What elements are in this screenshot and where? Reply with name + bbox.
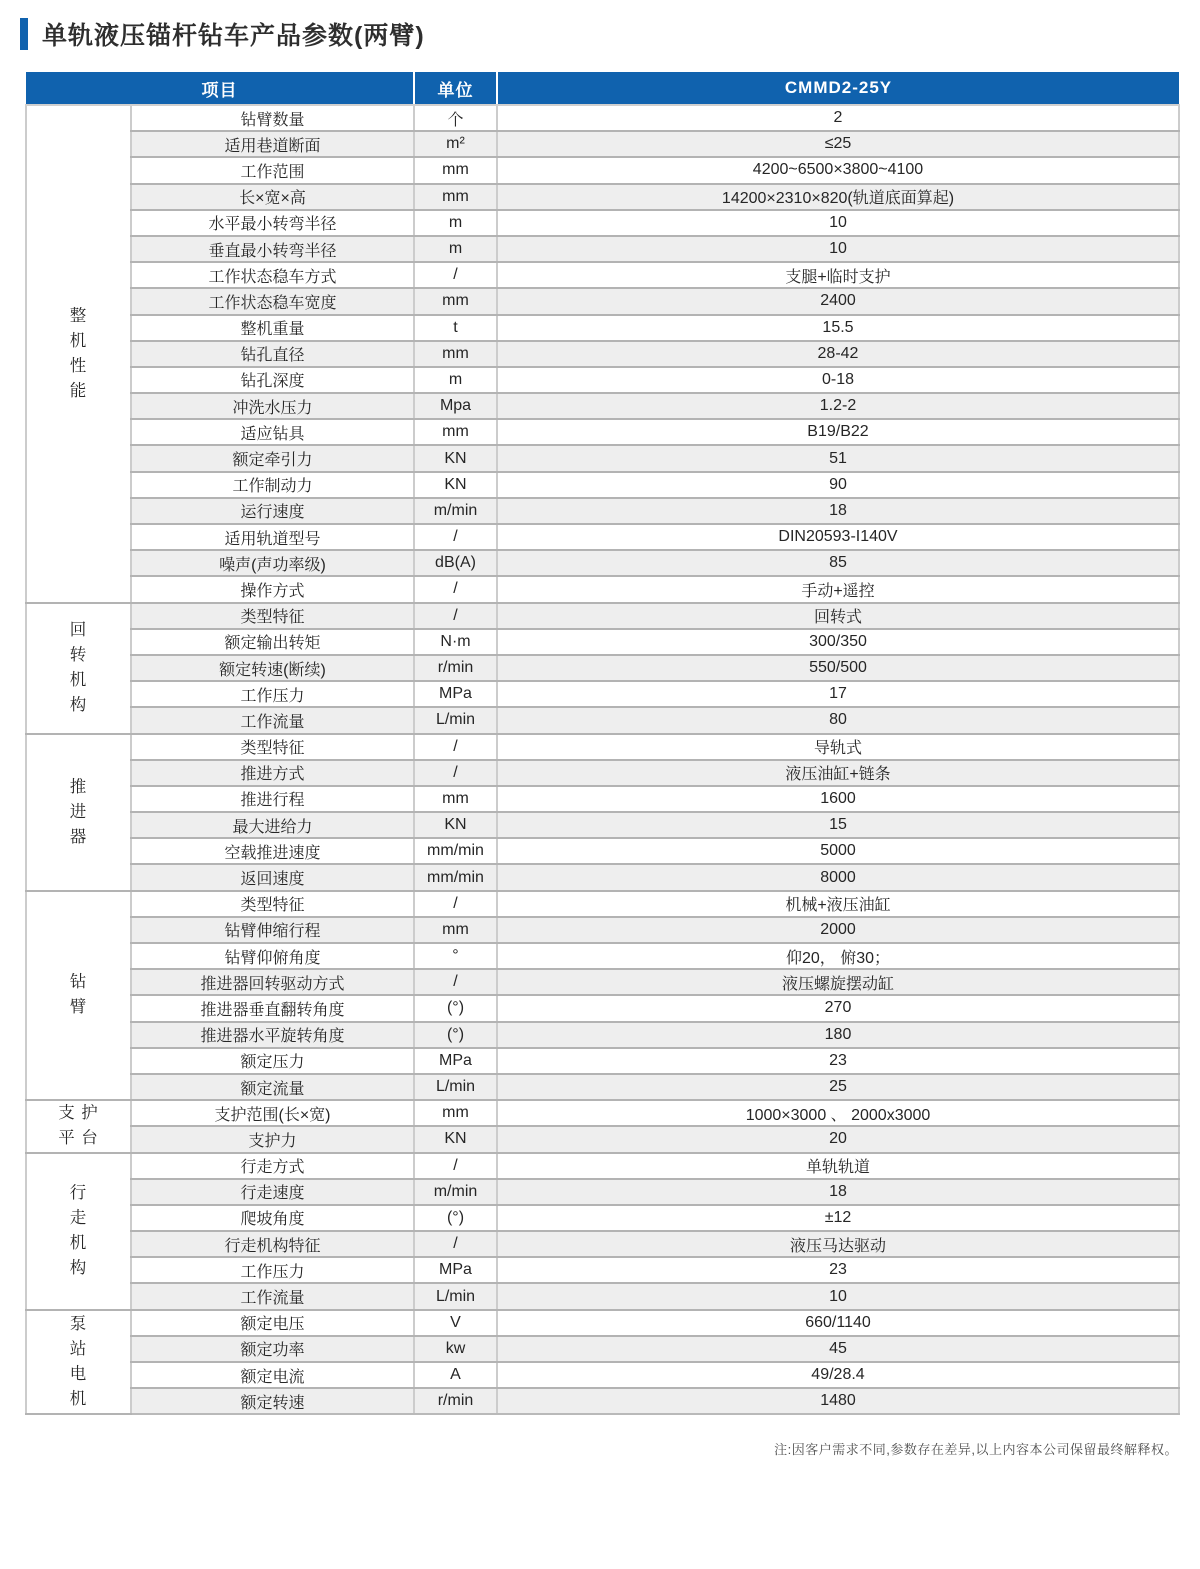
group-cell-4: 钻 臂 [26,891,131,1101]
unit-cell: / [414,603,497,629]
table-row [26,1205,1179,1231]
value-cell: 5000 [497,838,1179,864]
group-cell-5: 支 护 平 台 [26,1100,131,1152]
unit-cell: mm [414,917,497,943]
table-row [26,707,1179,733]
item-cell: 推进器回转驱动方式 [131,969,414,995]
item-cell: 额定电压 [131,1310,414,1336]
value-cell: 660/1140 [497,1310,1179,1336]
item-cell: 行走机构特征 [131,1231,414,1257]
unit-cell: L/min [414,707,497,733]
value-cell: 2 [497,105,1179,131]
item-cell: 爬坡角度 [131,1205,414,1231]
item-cell: 适应钻具 [131,419,414,445]
table-row [26,760,1179,786]
value-cell: 20 [497,1126,1179,1152]
value-cell: 1000×3000 、 2000x3000 [497,1100,1179,1126]
item-cell: 类型特征 [131,891,414,917]
value-cell: ±12 [497,1205,1179,1231]
item-cell: 推进器垂直翻转角度 [131,995,414,1021]
unit-cell: (°) [414,1022,497,1048]
value-cell: 单轨轨道 [497,1153,1179,1179]
value-cell: 1.2-2 [497,393,1179,419]
value-cell: 10 [497,1283,1179,1309]
item-cell: 返回速度 [131,864,414,890]
table-row [26,184,1179,210]
value-cell: 180 [497,1022,1179,1048]
item-cell: 额定转速(断续) [131,655,414,681]
table-row [26,655,1179,681]
table-row [26,1257,1179,1283]
unit-cell: / [414,1231,497,1257]
table-row [26,1179,1179,1205]
table-row [26,236,1179,262]
value-cell: 51 [497,445,1179,471]
unit-cell: KN [414,812,497,838]
item-cell: 钻孔深度 [131,367,414,393]
value-cell: 270 [497,995,1179,1021]
item-cell: 额定转速 [131,1388,414,1414]
unit-cell: KN [414,472,497,498]
table-body [26,105,1179,1414]
unit-cell: mm [414,341,497,367]
value-cell: 8000 [497,864,1179,890]
group-cell-3: 推 进 器 [26,734,131,891]
table-row [26,367,1179,393]
item-cell: 行走方式 [131,1153,414,1179]
item-cell: 额定压力 [131,1048,414,1074]
item-cell: 钻臂伸缩行程 [131,917,414,943]
title-accent-bar [20,18,28,50]
unit-cell: dB(A) [414,550,497,576]
item-cell: 工作压力 [131,1257,414,1283]
unit-cell: m/min [414,498,497,524]
table-row [26,288,1179,314]
header-unit: 单位 [414,72,497,105]
item-cell: 水平最小转弯半径 [131,210,414,236]
unit-cell: N·m [414,629,497,655]
unit-cell: mm [414,786,497,812]
value-cell: 液压油缸+链条 [497,760,1179,786]
value-cell: 1600 [497,786,1179,812]
unit-cell: KN [414,1126,497,1152]
table-row [26,576,1179,602]
value-cell: 2000 [497,917,1179,943]
table-row [26,1022,1179,1048]
table-row [26,1048,1179,1074]
table-row [26,1336,1179,1362]
item-cell: 最大进给力 [131,812,414,838]
table-row [26,943,1179,969]
item-cell: 垂直最小转弯半径 [131,236,414,262]
item-cell: 工作压力 [131,681,414,707]
table-row [26,838,1179,864]
unit-cell: r/min [414,655,497,681]
value-cell: 25 [497,1074,1179,1100]
value-cell: 28-42 [497,341,1179,367]
unit-cell: L/min [414,1283,497,1309]
unit-cell: MPa [414,1048,497,1074]
item-cell: 工作状态稳车方式 [131,262,414,288]
unit-cell: / [414,1153,497,1179]
item-cell: 空载推进速度 [131,838,414,864]
value-cell: 18 [497,498,1179,524]
table-row [26,629,1179,655]
unit-cell: V [414,1310,497,1336]
table-row [26,550,1179,576]
table-row [26,210,1179,236]
value-cell: 80 [497,707,1179,733]
item-cell: 工作流量 [131,1283,414,1309]
table-row [26,1310,1179,1336]
item-cell: 工作状态稳车宽度 [131,288,414,314]
unit-cell: m [414,210,497,236]
value-cell: 15 [497,812,1179,838]
unit-cell: / [414,734,497,760]
table-row [26,917,1179,943]
item-cell: 钻臂仰俯角度 [131,943,414,969]
value-cell: 1480 [497,1388,1179,1414]
value-cell: 10 [497,210,1179,236]
table-row [26,393,1179,419]
value-cell: 550/500 [497,655,1179,681]
value-cell: 14200×2310×820(轨道底面算起) [497,184,1179,210]
value-cell: DIN20593-I140V [497,524,1179,550]
unit-cell: / [414,969,497,995]
unit-cell: (°) [414,1205,497,1231]
item-cell: 类型特征 [131,734,414,760]
unit-cell: mm [414,288,497,314]
value-cell: ≤25 [497,131,1179,157]
table-row [26,445,1179,471]
item-cell: 长×宽×高 [131,184,414,210]
value-cell: 10 [497,236,1179,262]
value-cell: 18 [497,1179,1179,1205]
item-cell: 推进方式 [131,760,414,786]
value-cell: 支腿+临时支护 [497,262,1179,288]
item-cell: 钻孔直径 [131,341,414,367]
unit-cell: mm [414,419,497,445]
value-cell: 2400 [497,288,1179,314]
table-row [26,1100,1179,1126]
table-row [26,812,1179,838]
unit-cell: r/min [414,1388,497,1414]
table-row [26,341,1179,367]
item-cell: 类型特征 [131,603,414,629]
value-cell: 手动+遥控 [497,576,1179,602]
unit-cell: (°) [414,995,497,1021]
value-cell: 机械+液压油缸 [497,891,1179,917]
value-cell: 90 [497,472,1179,498]
unit-cell: / [414,524,497,550]
unit-cell: ° [414,943,497,969]
value-cell: 17 [497,681,1179,707]
table-row [26,1231,1179,1257]
unit-cell: KN [414,445,497,471]
unit-cell: Mpa [414,393,497,419]
table-row [26,157,1179,183]
value-cell: 49/28.4 [497,1362,1179,1388]
unit-cell: / [414,576,497,602]
group-cell-2: 回 转 机 构 [26,603,131,734]
table-row [26,131,1179,157]
table-row [26,1388,1179,1414]
unit-cell: mm [414,1100,497,1126]
value-cell: B19/B22 [497,419,1179,445]
item-cell: 额定流量 [131,1074,414,1100]
table-row [26,734,1179,760]
table-row [26,1153,1179,1179]
item-cell: 噪声(声功率级) [131,550,414,576]
item-cell: 工作范围 [131,157,414,183]
unit-cell: A [414,1362,497,1388]
value-cell: 45 [497,1336,1179,1362]
unit-cell: t [414,315,497,341]
item-cell: 适用巷道断面 [131,131,414,157]
spec-table [25,72,1180,1415]
unit-cell: m [414,367,497,393]
item-cell: 支护力 [131,1126,414,1152]
table-row [26,472,1179,498]
table-row [26,315,1179,341]
unit-cell: kw [414,1336,497,1362]
item-cell: 整机重量 [131,315,414,341]
item-cell: 工作流量 [131,707,414,733]
table-row [26,498,1179,524]
group-cell-6: 行 走 机 构 [26,1153,131,1310]
value-cell: 23 [497,1048,1179,1074]
value-cell: 85 [497,550,1179,576]
unit-cell: mm/min [414,864,497,890]
table-header [26,72,1179,105]
value-cell: 导轨式 [497,734,1179,760]
item-cell: 支护范围(长×宽) [131,1100,414,1126]
unit-cell: / [414,891,497,917]
unit-cell: m [414,236,497,262]
value-cell: 300/350 [497,629,1179,655]
unit-cell: mm/min [414,838,497,864]
page-header [20,16,1200,52]
item-cell: 操作方式 [131,576,414,602]
table-row [26,1126,1179,1152]
unit-cell: MPa [414,681,497,707]
header-model: CMMD2-25Y [497,72,1179,105]
unit-cell: / [414,760,497,786]
unit-cell: MPa [414,1257,497,1283]
table-row [26,969,1179,995]
group-cell-7: 泵 站 电 机 [26,1310,131,1415]
value-cell: 15.5 [497,315,1179,341]
item-cell: 推进器水平旋转角度 [131,1022,414,1048]
page-title: 单轨液压锚杆钻车产品参数(两臂) [42,22,425,50]
table-row [26,786,1179,812]
table-row [26,1362,1179,1388]
item-cell: 工作制动力 [131,472,414,498]
table-row [26,681,1179,707]
item-cell: 行走速度 [131,1179,414,1205]
table-header-row [26,72,1179,105]
table-row [26,1074,1179,1100]
item-cell: 推进行程 [131,786,414,812]
item-cell: 额定牵引力 [131,445,414,471]
value-cell: 液压马达驱动 [497,1231,1179,1257]
unit-cell: m² [414,131,497,157]
item-cell: 额定电流 [131,1362,414,1388]
unit-cell: mm [414,157,497,183]
value-cell: 仰20， 俯30； [497,943,1179,969]
item-cell: 适用轨道型号 [131,524,414,550]
table-row [26,603,1179,629]
footnote: 注:因客户需求不同,参数存在差异,以上内容本公司保留最终解释权。 [774,1442,1178,1458]
table-row [26,262,1179,288]
table-row [26,524,1179,550]
unit-cell: 个 [414,105,497,131]
item-cell: 冲洗水压力 [131,393,414,419]
value-cell: 液压螺旋摆动缸 [497,969,1179,995]
value-cell: 23 [497,1257,1179,1283]
table-row [26,864,1179,890]
unit-cell: m/min [414,1179,497,1205]
unit-cell: L/min [414,1074,497,1100]
item-cell: 额定输出转矩 [131,629,414,655]
table-row [26,1283,1179,1309]
item-cell: 钻臂数量 [131,105,414,131]
table-row [26,105,1179,131]
value-cell: 4200~6500×3800~4100 [497,157,1179,183]
item-cell: 额定功率 [131,1336,414,1362]
group-cell-1: 整 机 性 能 [26,105,131,603]
value-cell: 0-18 [497,367,1179,393]
table-row [26,419,1179,445]
unit-cell: / [414,262,497,288]
table-row [26,891,1179,917]
header-item: 项目 [26,72,414,105]
table-row [26,995,1179,1021]
value-cell: 回转式 [497,603,1179,629]
item-cell: 运行速度 [131,498,414,524]
unit-cell: mm [414,184,497,210]
